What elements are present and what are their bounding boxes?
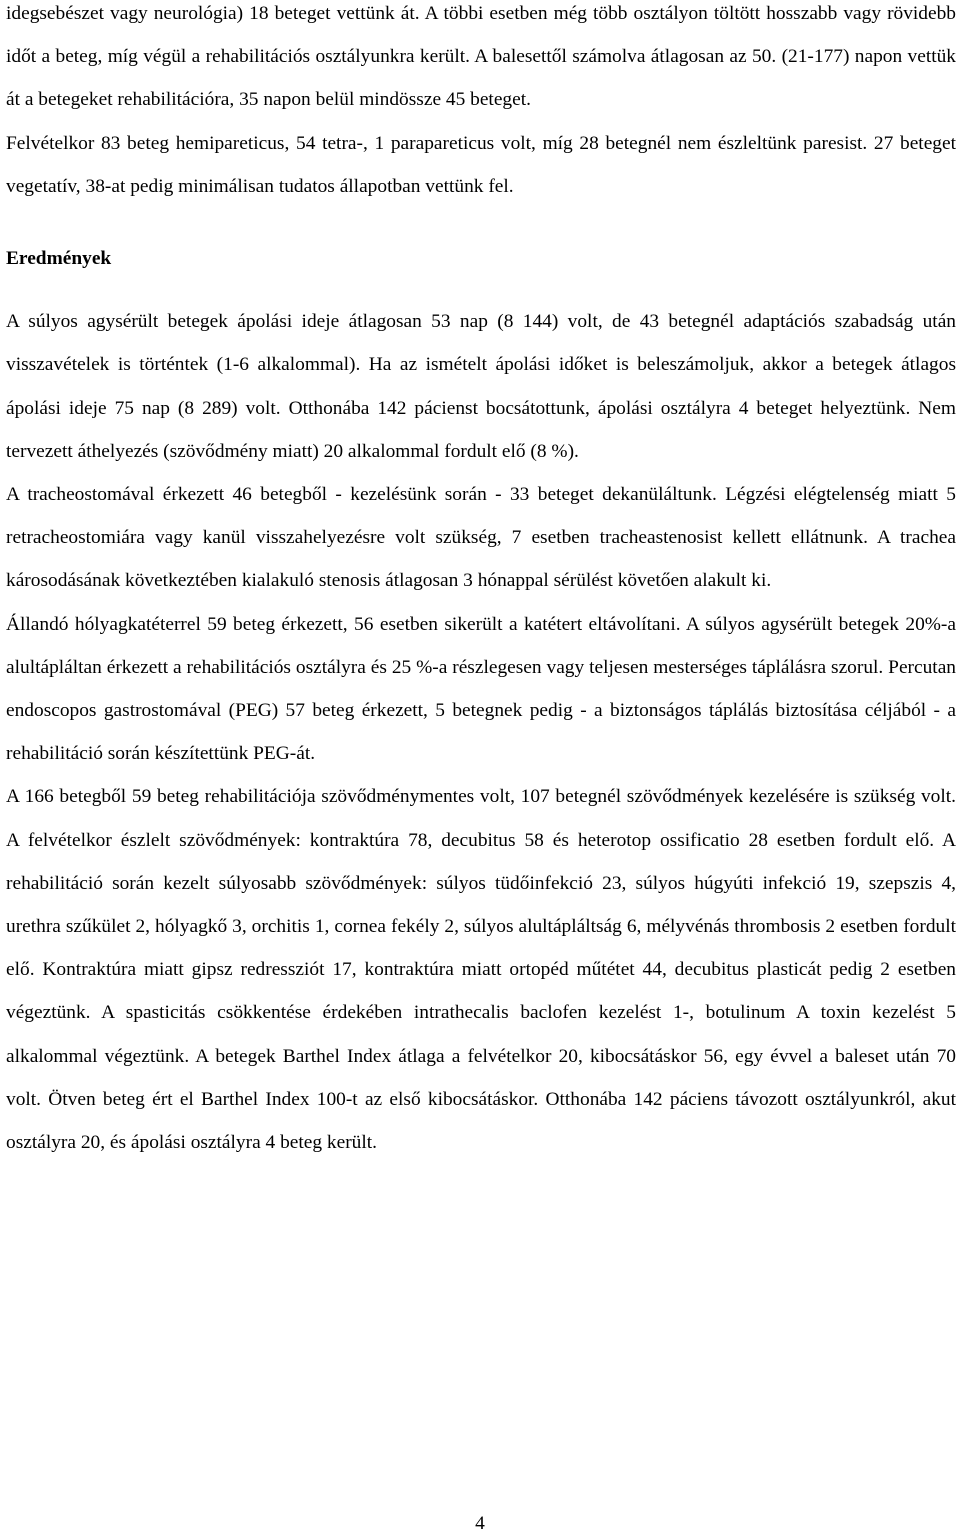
paragraph-complications: A 166 betegből 59 beteg rehabilitációja szövődménymentes volt, 107 betegnél szövődmények kezelésére is szükség volt. A felvételkor észlelt szövődmények: kontraktúra 78, decubitus 58 és heterotop ossificatio 28 esetben fordult elő. A rehabilitáció során kezelt súlyosabb szövődmények: súlyos tüdőinfekció 23, súlyos húgyúti infekció 19, szepszis 4, urethra szűkület 2, hólyagkő 3, orchitis 1, cornea fekély 2, súlyos alultápláltság 6, mélyvénás thrombosis 2 esetben fordult elő. Kontraktúra miatt gipsz redressziót 17, kontraktúra miatt ortopéd műtétet 44, decubitus plasticát pedig 2 esetben végeztünk. A spasticitás csökkentése érdekében intrathecalis baclofen kezelést 1-, botulinum A toxin kezelést 5 alkalommal végeztünk. A betegek Barthel Index átlaga a felvételkor 20, kibocsátáskor 56, egy évvel a baleset után 70 volt. Ötven beteg ért el Barthel Index 100-t az első kibocsátáskor. Otthonába 142 páciens távozott osztályunkról, akut osztályra 20, és ápolási osztályra 4 beteg került.: [6, 786, 956, 1154]
page-number: 4: [475, 1513, 485, 1534]
paragraph-admission-status: Felvételkor 83 beteg hemipareticus, 54 tetra-, 1 parapareticus volt, míg 28 betegnél nem észleltünk paresist. 27 beteget vegetatív, 38-at pedig minimálisan tudatos állapotban vettünk fel.: [6, 132, 956, 197]
section-heading-results: Eredmények: [6, 248, 112, 270]
paragraph-care-duration: A súlyos agysérült betegek ápolási ideje átlagosan 53 nap (8 144) volt, de 43 betegnél adaptációs szabadság után visszavételek is történtek (1-6 alkalommal). Ha az ismételt ápolási időket is beleszámoljuk, akkor a betegek átlagos ápolási ideje 75 nap (8 289) volt. Otthonába 142 pácienst bocsátottunk, ápolási osztályra 4 beteget helyeztünk. Nem tervezett áthelyezés (szövődmény miatt) 20 alkalommal fordult elő (8 %).: [6, 311, 956, 462]
paragraph-tracheostomy: A tracheostomával érkezett 46 betegből - kezelésünk során - 33 beteget dekanüláltunk. Légzési elégtelenség miatt 5 retracheostomiára vagy kanül visszahelyezésre volt szükség, 7 esetben tracheastenosist kellett ellátnunk. A trachea károsodásának következtében kialakuló stenosis átlagosan 3 hónappal sérülést követően alakult ki.: [6, 484, 956, 592]
paragraph-catheter-nutrition: Állandó hólyagkatéterrel 59 beteg érkezett, 56 esetben sikerült a katétert eltávolítani. A súlyos agysérült betegek 20%-a alultápláltan érkezett a rehabilitációs osztályra és 25 %-a részlegesen vagy teljesen mesterséges táplálásra szorul. Percutan endoscopos gastrostomával (PEG) 57 beteg érkezett, 5 betegnek pedig - a biztonságos táplálás biztosítása céljából - a rehabilitáció során készítettünk PEG-át.: [6, 613, 956, 765]
paragraph-admission-timing: idegsebészet vagy neurológia) 18 beteget vettünk át. A többi esetben még több osztályon töltött hosszabb vagy rövidebb időt a beteg, míg végül a rehabilitációs osztályunkra került. A balesettől számolva átlagosan az 50. (21-177) napon vettük át a betegeket rehabilitációra, 35 napon belül mindössze 45 beteget.: [6, 3, 956, 111]
document-body: [6, 0, 956, 1164]
